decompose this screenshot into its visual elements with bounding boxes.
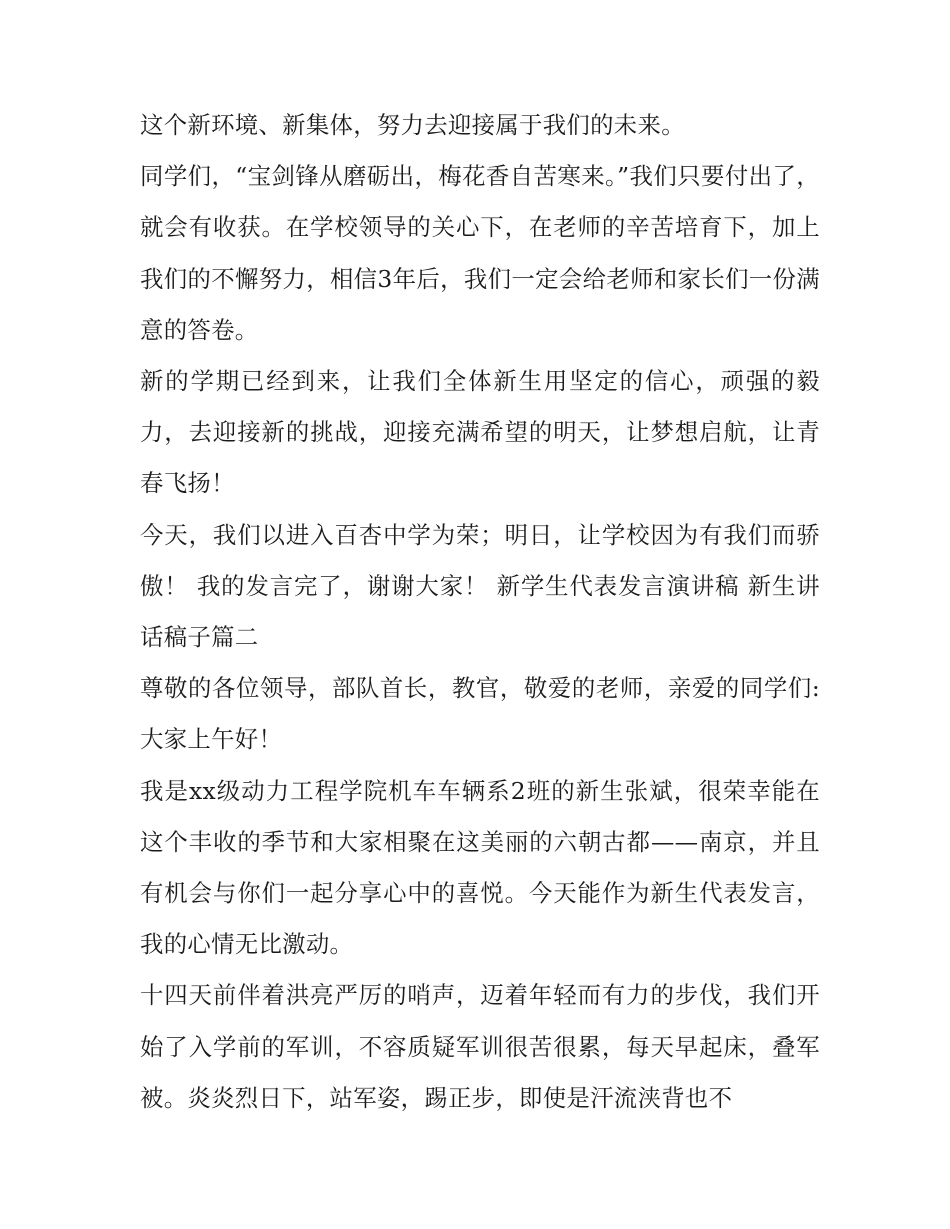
paragraph-2: 同学们，“宝剑锋从磨砺出，梅花香自苦寒来。”我们只要付出了，就会有收获。在学校领导的关心下，在老师的辛苦培育下，加上我们的不懈努力，相信3年后，我们一定会给老师和家长们一份满意的答卷。 (140, 162, 820, 344)
paragraph-6: 我是xx级动力工程学院机车车辆系2班的新生张斌，很荣幸能在这个丰收的季节和大家相聚在这美丽的六朝古都——南京，并且有机会与你们一起分享心中的喜悦。今天能作为新生代表发言，我的心情无比激动。 (140, 776, 820, 959)
paragraph-1: 这个新环境、新集体，努力去迎接属于我们的未来。 (140, 111, 685, 139)
paragraph-4: 今天，我们以进入百杏中学为荣；明日，让学校因为有我们而骄傲！ 我的发言完了，谢谢大家！ 新学生代表发言演讲稿 新生讲话稿子篇二 (140, 520, 820, 652)
paragraph-5: 尊敬的各位领导，部队首长，教官，敬爱的老师，亲爱的同学们: 大家上午好！ (140, 674, 820, 754)
document-page (140, 100, 820, 1124)
paragraph-3: 新的学期已经到来，让我们全体新生用坚定的信心，顽强的毅力，去迎接新的挑战，迎接充满希望的明天，让梦想启航，让青春飞扬！ (140, 367, 820, 498)
paragraph-7: 十四天前伴着洪亮严厉的哨声，迈着年轻而有力的步伐，我们开始了入学前的军训，不容质疑军训很苦很累，每天早起床，叠军被。炎炎烈日下，站军姿，踢正步，即使是汗流浃背也不 (140, 981, 820, 1112)
